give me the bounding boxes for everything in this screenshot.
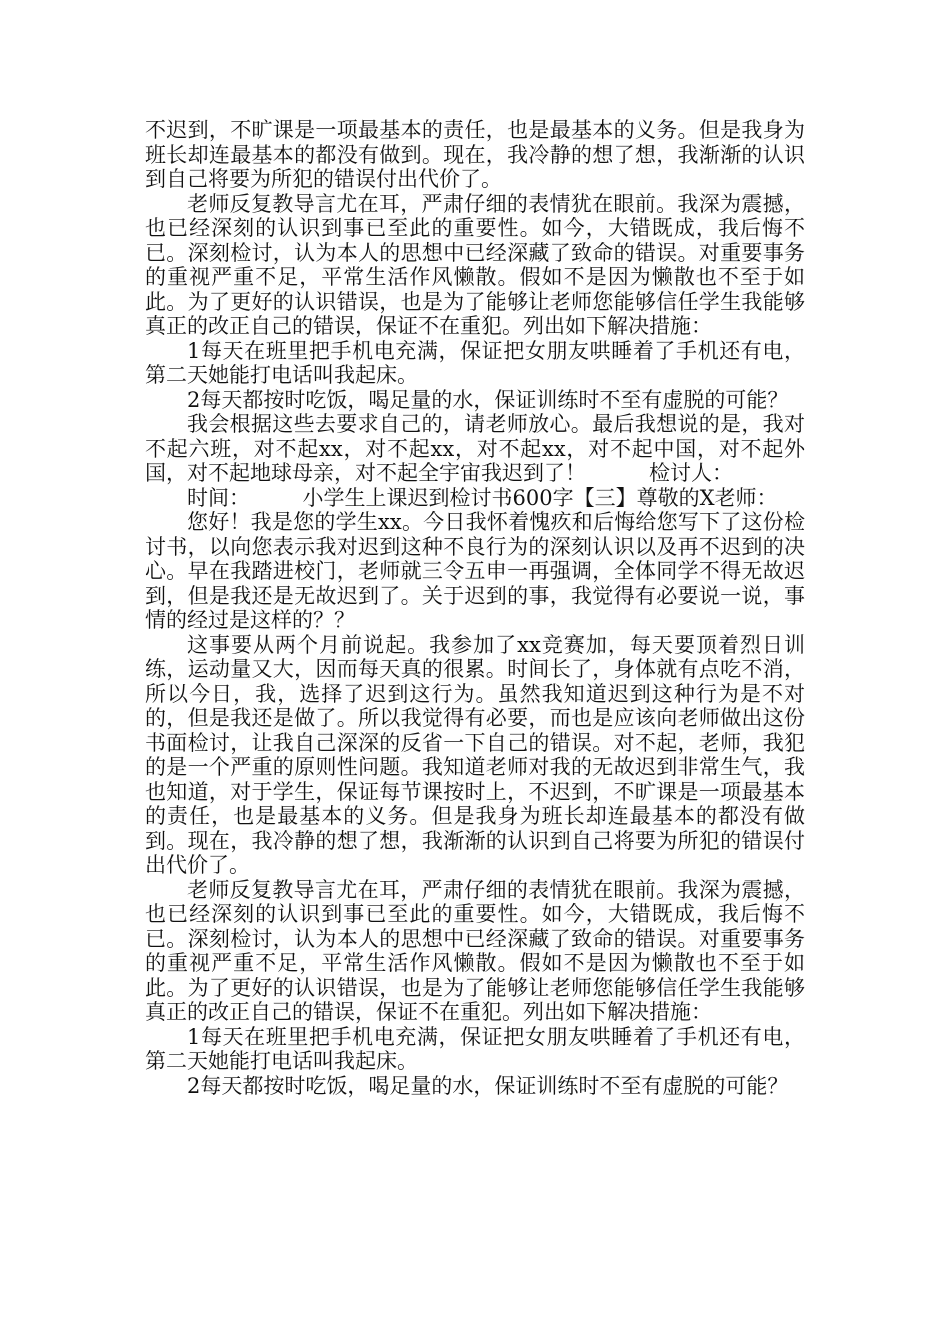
paragraph-measure-2: 2每天都按时吃饭，喝足量的水，保证训练时不至有虚脱的可能？ (187, 387, 789, 412)
signature-and-heading-line: 时间： 小学生上课迟到检讨书600字【三】尊敬的X老师： (187, 485, 778, 510)
paragraph-greeting: 您好！我是您的学生xx。今日我怀着愧疚和后悔给您写下了这份检讨书，以向您表示我对迟到这种不良行为的深刻认识以及再不迟到的决心。早在我踏进校门，老师就三令五申一再强调，全体同学不得无故迟到，但是我还是无故迟到了。关于迟到的事，我觉得有必要说一说，事情的经过是这样的？？ (145, 510, 805, 632)
paragraph-measure-2-b: 2每天都按时吃饭，喝足量的水，保证训练时不至有虚脱的可能？ (187, 1073, 789, 1098)
paragraph-closing: 我会根据这些去要求自己的，请老师放心。最后我想说的是，我对不起六班，对不起xx，对不起xx，对不起xx，对不起中国，对不起外国，对不起地球母亲，对不起全宇宙我迟到了！ 检讨人： (145, 412, 805, 485)
paragraph-continuation: 不迟到，不旷课是一项最基本的责任，也是最基本的义务。但是我身为班长却连最基本的都没有做到。现在，我冷静的想了想，我渐渐的认识到自己将要为所犯的错误付出代价了。 (145, 118, 805, 191)
paragraph-measure-1: 1每天在班里把手机电充满，保证把女朋友哄睡着了手机还有电，第二天她能打电话叫我起床。 (145, 338, 805, 387)
paragraph-measure-1-b: 1每天在班里把手机电充满，保证把女朋友哄睡着了手机还有电，第二天她能打电话叫我起床。 (145, 1024, 805, 1073)
paragraph-teacher-guidance: 老师反复教导言尤在耳，严肃仔细的表情犹在眼前。我深为震撼，也已经深刻的认识到事已至此的重要性。如今，大错既成，我后悔不已。深刻检讨，认为本人的思想中已经深藏了致命的错误。对重要事务的重视严重不足，平常生活作风懒散。假如不是因为懒散也不至于如此。为了更好的认识错误，也是为了能够让老师您能够信任学生我能够真正的改正自己的错误，保证不在重犯。列出如下解决措施： (145, 191, 805, 338)
paragraph-story: 这事要从两个月前说起。我参加了xx竞赛加，每天要顶着烈日训练，运动量又大，因而每天真的很累。时间长了，身体就有点吃不消，所以今日，我，选择了迟到这行为。虽然我知道迟到这种行为是不对的，但是我还是做了。所以我觉得有必要，而也是应该向老师做出这份书面检讨，让我自己深深的反省一下自己的错误。对不起，老师，我犯的是一个严重的原则性问题。我知道老师对我的无故迟到非常生气，我也知道，对于学生，保证每节课按时上，不迟到，不旷课是一项最基本的责任，也是最基本的义务。但是我身为班长却连最基本的都没有做到。现在，我冷静的想了想，我渐渐的认识到自己将要为所犯的错误付出代价了。 (145, 632, 805, 877)
paragraph-teacher-guidance-2: 老师反复教导言尤在耳，严肃仔细的表情犹在眼前。我深为震撼，也已经深刻的认识到事已至此的重要性。如今，大错既成，我后悔不已。深刻检讨，认为本人的思想中已经深藏了致命的错误。对重要事务的重视严重不足，平常生活作风懒散。假如不是因为懒散也不至于如此。为了更好的认识错误，也是为了能够让老师您能够信任学生我能够真正的改正自己的错误，保证不在重犯。列出如下解决措施： (145, 877, 805, 1024)
document-body (145, 118, 805, 1098)
